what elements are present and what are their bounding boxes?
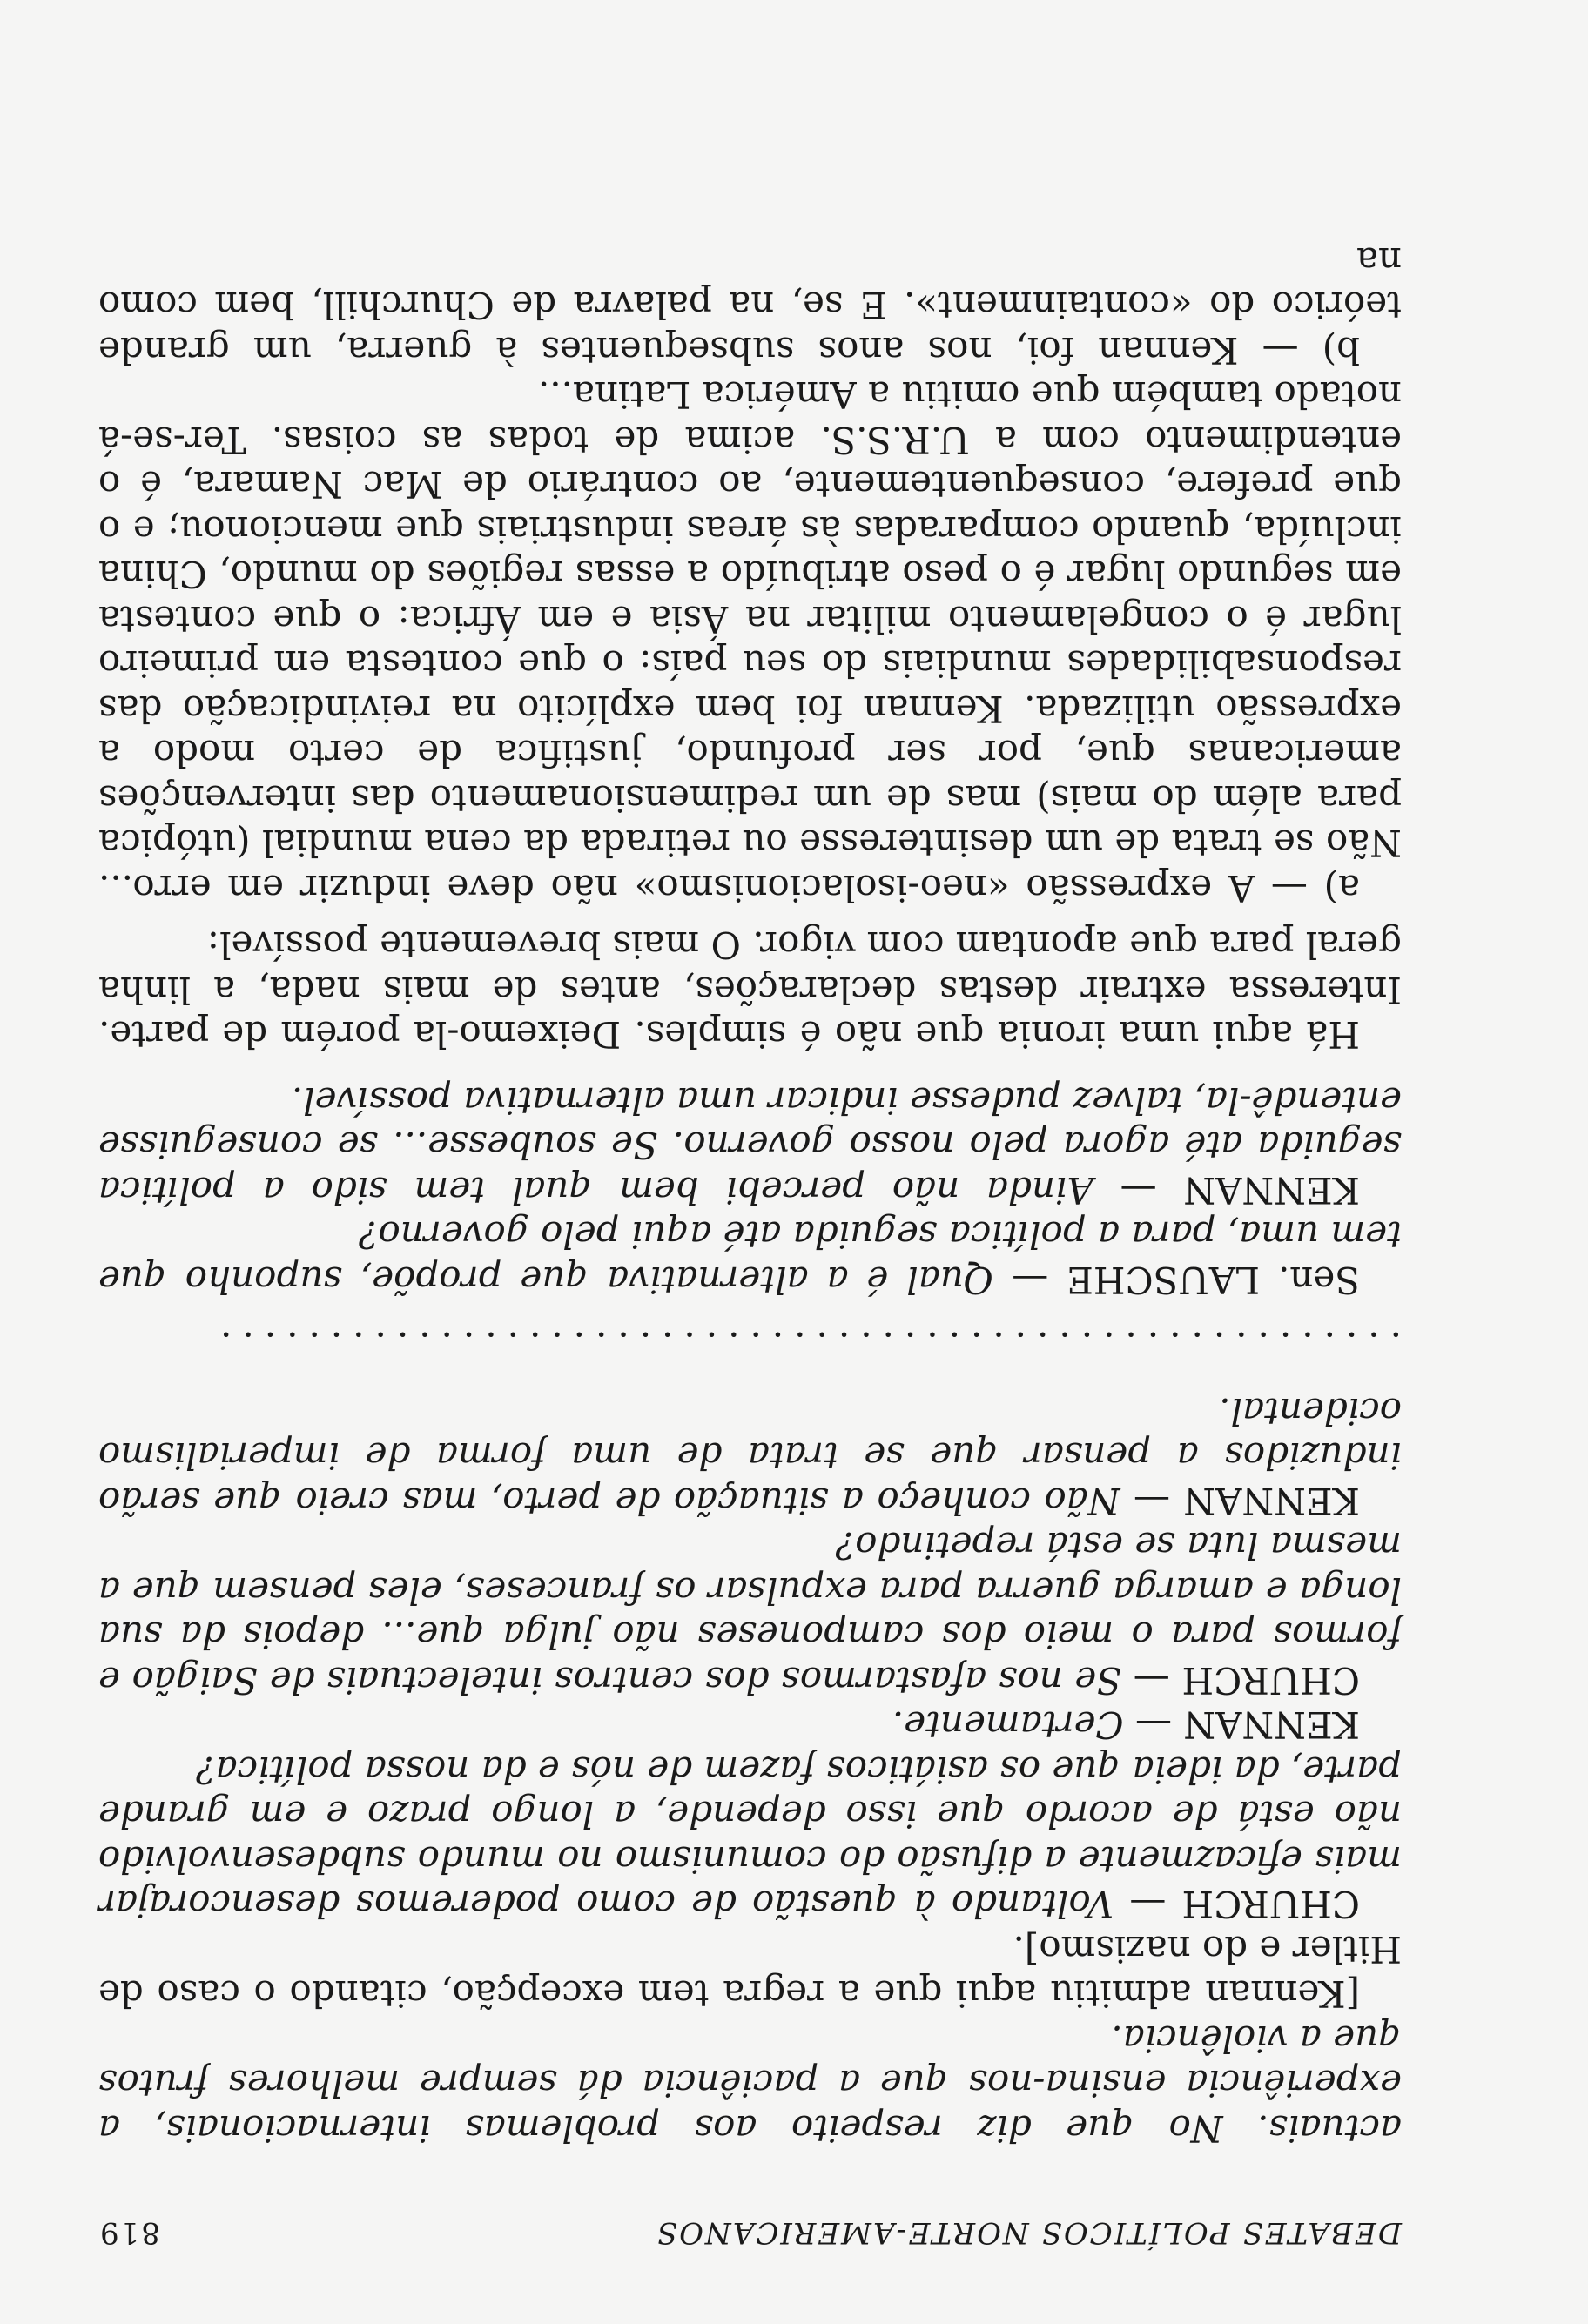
speech-text: Certamente. [892, 1703, 1124, 1747]
body-paragraph: Há aqui uma ironia que não é simples. Deixemo-la porém de parte. Interessa extrair destas declarações, antes de mais nada, a linha geral para que apontam com vigor. O mais brevemente possível: [98, 924, 1402, 1057]
speech-text: Se nos afastarmos dos centros intelectuais de Saigão e formos para o meio dos camponeses não julga que... depois da sua longa e amarga guerra para expulsar os franceses, eles pensem que a mesma luta se está repetindo? [98, 1524, 1402, 1702]
speech-text: Qual é a alternativa que propõe, suponho que tem uma, para a política seguida até aqui pelo governo? [98, 1213, 1402, 1301]
page-number: 819 [98, 2215, 160, 2250]
dotted-separator: ...................................................... [210, 1324, 1402, 1367]
speaker-name: CHURCH — [1129, 1883, 1360, 1926]
opening-paragraph: actuais. No que diz respeito aos problemas internacionais, a experiência ensina-nos que a paciência dá sempre melhores frutos que a violência. [98, 2018, 1402, 2150]
dialogue-line [98, 1389, 1402, 1524]
speech-text: Ainda não percebi bem qual tem sido a política seguida até agora pelo nosso governo. Se soubesse... se conseguisse entendê-la, talvez pudesse indicar uma alternativa possível. [98, 1079, 1402, 1212]
kennan-note: [Kennan admitiu aqui que a regra tem excepção, citando o caso de Hitler e do nazismo]. [98, 1928, 1402, 2016]
speaker-name: KENNAN — [1133, 1480, 1360, 1522]
body-paragraph: a) — A expressão «neo-isolacionismo» não deve induzir em erro... Não se trata de um desinteresse ou retirada da cena mundial (utópica para além do mais) mas de um redimensionamento das intervenções americanas que, por ser profundo, justifica de certo modo a expressão utilizada. Kennan foi bem explícito na reivindicação das responsabilidades mundiais do seu país: o que contesta em primeiro lugar é o congelamento militar na Ásia e em África: o que contesta em segundo lugar é o peso atribuído a essas regiões do mundo, China incluída, quando comparadas às áreas industriais que mencionou; e o que prefere, consequentemente, ao contrário de Mac Namara, é o entendimento com a U.R.S.S. acima de todas as coisas. Ter-se-á notado também que omitiu a América Latina... [98, 373, 1402, 910]
page-content [98, 238, 1402, 2251]
body-paragraph: b) — Kennan foi, nos anos subsequentes à guerra, um grande teórico do «containment». E se, na palavra de Churchill, bem como na [98, 239, 1402, 372]
speaker-name: CHURCH — [1133, 1659, 1360, 1702]
dialogue-line [98, 1078, 1402, 1213]
dialogue-line [98, 1703, 1402, 1748]
speaker-name: KENNAN — [1135, 1703, 1360, 1747]
speaker-name: Sen. LAUSCHE — [1012, 1259, 1360, 1301]
speech-text: Voltando à questão de como poderemos desencorajar mais eficazmente a difusão do comunismo no mundo subdesenvolvido não está de acordo que isso depende, a longo prazo e em grande parte, da ideia que os asiáticos fazem de nós e da nossa política? [98, 1749, 1402, 1926]
dialogue-line [98, 1523, 1402, 1703]
speaker-name: KENNAN — [1120, 1169, 1360, 1212]
dialogue-line [98, 1212, 1402, 1302]
running-head-title: DEBATES POLÍTICOS NORTE-AMERICANOS [655, 2215, 1402, 2250]
running-head [98, 2215, 1402, 2250]
speech-text: Não conheço a situação de perto, mas creio que serão induzidos a pensar que se trata de uma forma de imperialismo ocidental. [98, 1390, 1402, 1522]
dialogue-line [98, 1748, 1402, 1927]
